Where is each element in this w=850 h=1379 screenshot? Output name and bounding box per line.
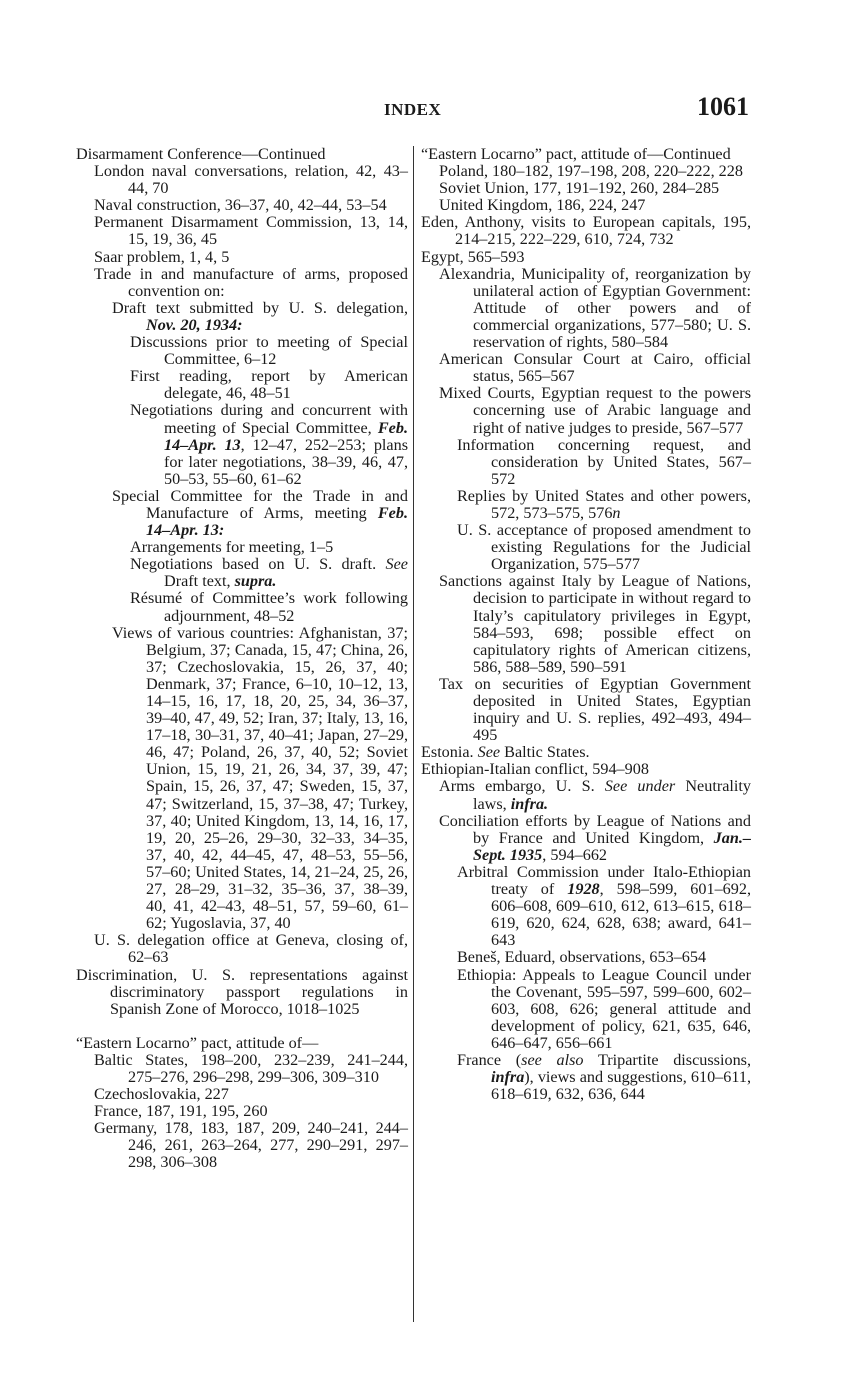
index-entry: Poland, 180–182, 197–198, 208, 220–222, 228 [439,162,743,181]
index-entry: Trade in and manufacture of arms, proposed convention on: [94,264,408,300]
index-entry: U. S. acceptance of proposed amendment to existing Regulations for the Judicial Organization, 575–577 [457,521,751,574]
index-entry: Arbitral Commission under Italo-Ethiopian treaty of 1928, 598–599, 601–692, 606–608, 609–610, 612, 613–615, 618–619, 620, 624, 628, 638; award, 641–643 [457,862,751,950]
index-entry: Estonia. See Baltic States. [421,743,590,762]
index-entry: Arms embargo, U. S. See under Neutrality laws, infra. [439,777,751,813]
index-entry: Draft text submitted by U. S. delegation, Nov. 20, 1934: [112,298,408,334]
index-entry: Negotiations based on U. S. draft. See Draft text, supra. [130,555,408,591]
index-entry: Conciliation efforts by League of Nations and by France and United Kingdom, Jan.–Sept. 1935, 594–662 [439,811,751,864]
index-entry: Discrimination, U. S. representations against discriminatory passport regulations in Spanish Zone of Morocco, 1018–1025 [76,965,408,1018]
index-entry: Germany, 178, 183, 187, 209, 240–241, 244–246, 261, 263–264, 277, 290–291, 297–298, 306–308 [94,1119,408,1172]
index-entry: London naval conversations, relation, 42, 43–44, 70 [94,162,408,198]
index-entry: United Kingdom, 186, 224, 247 [439,196,646,215]
index-entry: U. S. delegation office at Geneva, closing of, 62–63 [94,931,408,967]
index-entry: Beneš, Eduard, observations, 653–654 [457,948,707,967]
page-number: 1061 [697,92,749,121]
index-entry: “Eastern Locarno” pact, attitude of—Continued [421,145,731,163]
index-entry: Egypt, 565–593 [421,247,525,266]
index-entry: Negotiations during and concurrent with meeting of Special Committee, Feb. 14–Apr. 13, 12–47, 252–253; plans for later negotiations, 38–39, 46, 47, 50–53, 55–60, 61–62 [130,401,408,488]
index-entry: Eden, Anthony, visits to European capitals, 195, 214–215, 222–229, 610, 724, 732 [421,213,751,249]
index-entry: Alexandria, Municipality of, reorganization by unilateral action of Egyptian Government: Attitude of other powers and of commercial organizations, 577–580; U. S. reservation of rights, 580–584 [439,264,751,352]
index-entry: Czechoslovakia, 227 [94,1085,229,1104]
index-entry: Ethiopian-Italian conflict, 594–908 [421,760,649,779]
index-entry: Special Committee for the Trade in and Manufacture of Arms, meeting Feb. 14–Apr. 13: [112,486,408,540]
index-entry: Sanctions against Italy by League of Nations, decision to participate in without regard to Italy’s capitulatory privileges in Egypt, 584–593, 698; possible effect on capitulatory rights of American citizens, 586, 588–589, 590–591 [439,572,751,676]
index-entry: Views of various countries: Afghanistan, 37; Belgium, 37; Canada, 15, 47; China, 26, 37; Czechoslovakia, 15, 26, 37, 40; Denmark, 37; France, 6–10, 10–12, 13, 14–15, 16, 17, 18, 20, 25, 34, 36–37, 39–40, 47, 49, 52; Iran, 37; Italy, 13, 16, 17–18, 30–31, 37, 40–41; Japan, 27–29, 46, 47; Poland, 26, 37, 40, 52; Soviet Union, 15, 19, 21, 26, 34, 37, 39, 47; Spain, 15, 26, 37, 47; Sweden, 15, 37, 47; Switzerland, 15, 37–38, 47; Turkey, 37, 40; United Kingdom, 13, 14, 16, 17, 19, 20, 25–26, 29–30, 32–33, 34–35, 37, 40, 42, 44–45, 47, 48–53, 55–56, 57–60; United States, 14, 21–24, 25, 26, 27, 28–29, 31–32, 35–36, 37, 38–39, 40, 41, 42–43, 48–51, 57, 59–60, 61–62; Yugoslavia, 37, 40 [112,623,408,933]
right-column [421,146,751,1103]
left-column [76,146,408,1172]
index-entry: Permanent Disarmament Commission, 13, 14, 15, 19, 36, 45 [94,213,408,249]
index-entry: Saar problem, 1, 4, 5 [94,247,230,266]
index-entry: Discussions prior to meeting of Special Committee, 6–12 [130,333,408,369]
index-entry: Résumé of Committee’s work following adjournment, 48–52 [130,589,408,625]
column-divider [413,146,414,1322]
index-entry: Ethiopia: Appeals to League Council under the Covenant, 595–597, 599–600, 602–603, 608, 626; general attitude and development of policy, 621, 635, 646, 646–647, 656–661 [457,965,751,1052]
index-entry: Soviet Union, 177, 191–192, 260, 284–285 [439,179,720,198]
index-entry: Information concerning request, and consideration by United States, 567–572 [457,435,751,488]
index-entry: Tax on securities of Egyptian Government deposited in United States, Egyptian inquiry and U. S. replies, 492–493, 494–495 [439,674,751,745]
index-entry: American Consular Court at Cairo, official status, 565–567 [439,350,751,386]
index-entry: Naval construction, 36–37, 40, 42–44, 53–54 [94,196,387,215]
index-entry: First reading, report by American delegate, 46, 48–51 [130,367,408,403]
index-entry: Baltic States, 198–200, 232–239, 241–244, 275–276, 296–298, 299–306, 309–310 [94,1050,408,1086]
index-entry: “Eastern Locarno” pact, attitude of— [76,1033,319,1052]
index-entry: Arrangements for meeting, 1–5 [130,538,334,557]
index-entry: Mixed Courts, Egyptian request to the powers concerning use of Arabic language and right of native judges to preside, 567–577 [439,384,751,437]
index-entry: France (see also Tripartite discussions, infra), views and suggestions, 610–611, 618–619, 632, 636, 644 [457,1050,752,1104]
index-entry: Disarmament Conference—Continued [76,145,326,163]
index-entry: France, 187, 191, 195, 260 [94,1102,268,1121]
running-header [0,92,850,126]
header-title: INDEX [384,100,442,119]
index-entry: Replies by United States and other powers, 572, 573–575, 576n [457,486,751,522]
